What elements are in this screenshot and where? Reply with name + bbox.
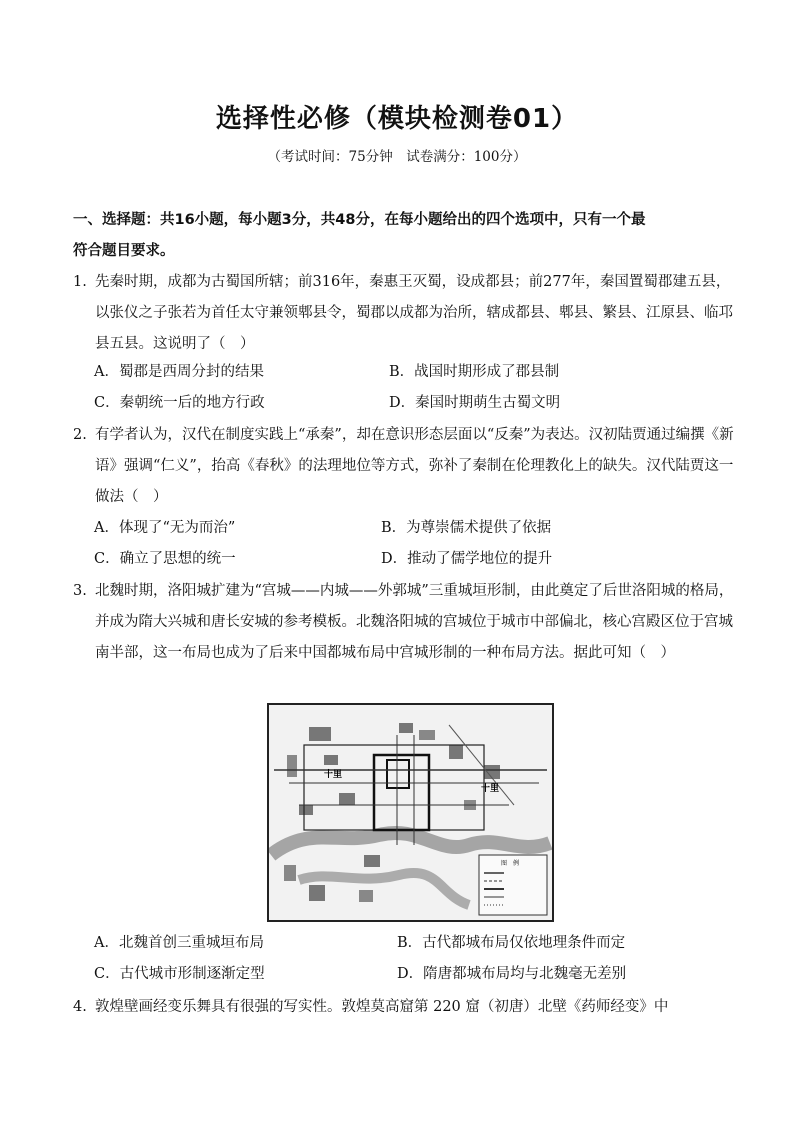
map-drawing <box>269 705 552 920</box>
map-label-shili-left: 十里 <box>324 770 343 780</box>
page-title: 选择性必修（模块检测卷01） <box>215 104 579 134</box>
option-c: C．秦朝统一后的地方行政 <box>94 395 265 411</box>
option-c: C．确立了思想的统一 <box>94 551 236 567</box>
question-1 <box>73 267 738 360</box>
question-number: 4. <box>73 999 87 1015</box>
question-stem: 有学者认为，汉代在制度实践上“承秦”，却在意识形态层面以“反秦”为表达。汉初陆贾通过编撰《新语》强调“仁义”，抬高《春秋》的法理地位等方式，弥补了秦制在伦理教化上的缺失。汉代陆贾这一做法（ ） <box>95 427 734 505</box>
question-4 <box>73 992 738 1023</box>
question-number: 3. <box>73 583 87 599</box>
option-a: A．蜀郡是西周分封的结果 <box>94 364 264 380</box>
map-label-shili-right: 十里 <box>481 784 500 794</box>
question-number: 2. <box>73 427 87 443</box>
exam-info: （考试时间：75分钟 试卷满分：100分） <box>267 149 527 165</box>
option-b: B．古代都城布局仅依地理条件而定 <box>397 935 626 951</box>
luoyang-map-figure <box>267 703 554 922</box>
question-stem: 北魏时期，洛阳城扩建为“宫城——内城——外郭城”三重城垣形制，由此奠定了后世洛阳城的格局，并成为隋大兴城和唐长安城的参考模板。北魏洛阳城的宫城位于城市中部偏北，核心宫殿区位于宫城南半部，这一布局也成为了后来中国都城布局中宫城形制的一种布局方法。据此可知（ ） <box>95 583 734 661</box>
question-stem: 先秦时期，成都为古蜀国所辖；前316年，秦惠王灭蜀，设成都县；前277年，秦国置蜀郡建五县，以张仪之子张若为首任太守兼领郫县令，蜀郡以成都为治所，辖成都县、郫县、繁县、江原县、临邛县五县。这说明了（ ） <box>95 274 733 352</box>
section-heading-line2: 符合题目要求。 <box>73 243 175 259</box>
question-3 <box>73 576 738 669</box>
option-b: B．为尊崇儒术提供了依据 <box>381 520 552 536</box>
section-heading <box>73 205 733 267</box>
question-2 <box>73 420 738 513</box>
option-d: D．秦国时期萌生古蜀文明 <box>389 395 561 411</box>
question-number: 1. <box>73 274 87 290</box>
option-a: A．体现了“无为而治” <box>94 520 236 536</box>
option-a: A．北魏首创三重城垣布局 <box>94 935 264 951</box>
question-stem: 敦煌壁画经变乐舞具有很强的写实性。敦煌莫高窟第 220 窟（初唐）北壁《药师经变》中 <box>95 999 669 1015</box>
map-legend-title: 图 例 <box>501 860 520 867</box>
section-heading-line1: 一、选择题：共16小题，每小题3分，共48分，在每小题给出的四个选项中，只有一个最 <box>73 212 646 228</box>
option-b: B．战国时期形成了郡县制 <box>389 364 560 380</box>
option-c: C．古代城市形制逐渐定型 <box>94 966 265 982</box>
option-d: D．隋唐都城布局均与北魏毫无差别 <box>397 966 627 982</box>
option-d: D．推动了儒学地位的提升 <box>381 551 553 567</box>
